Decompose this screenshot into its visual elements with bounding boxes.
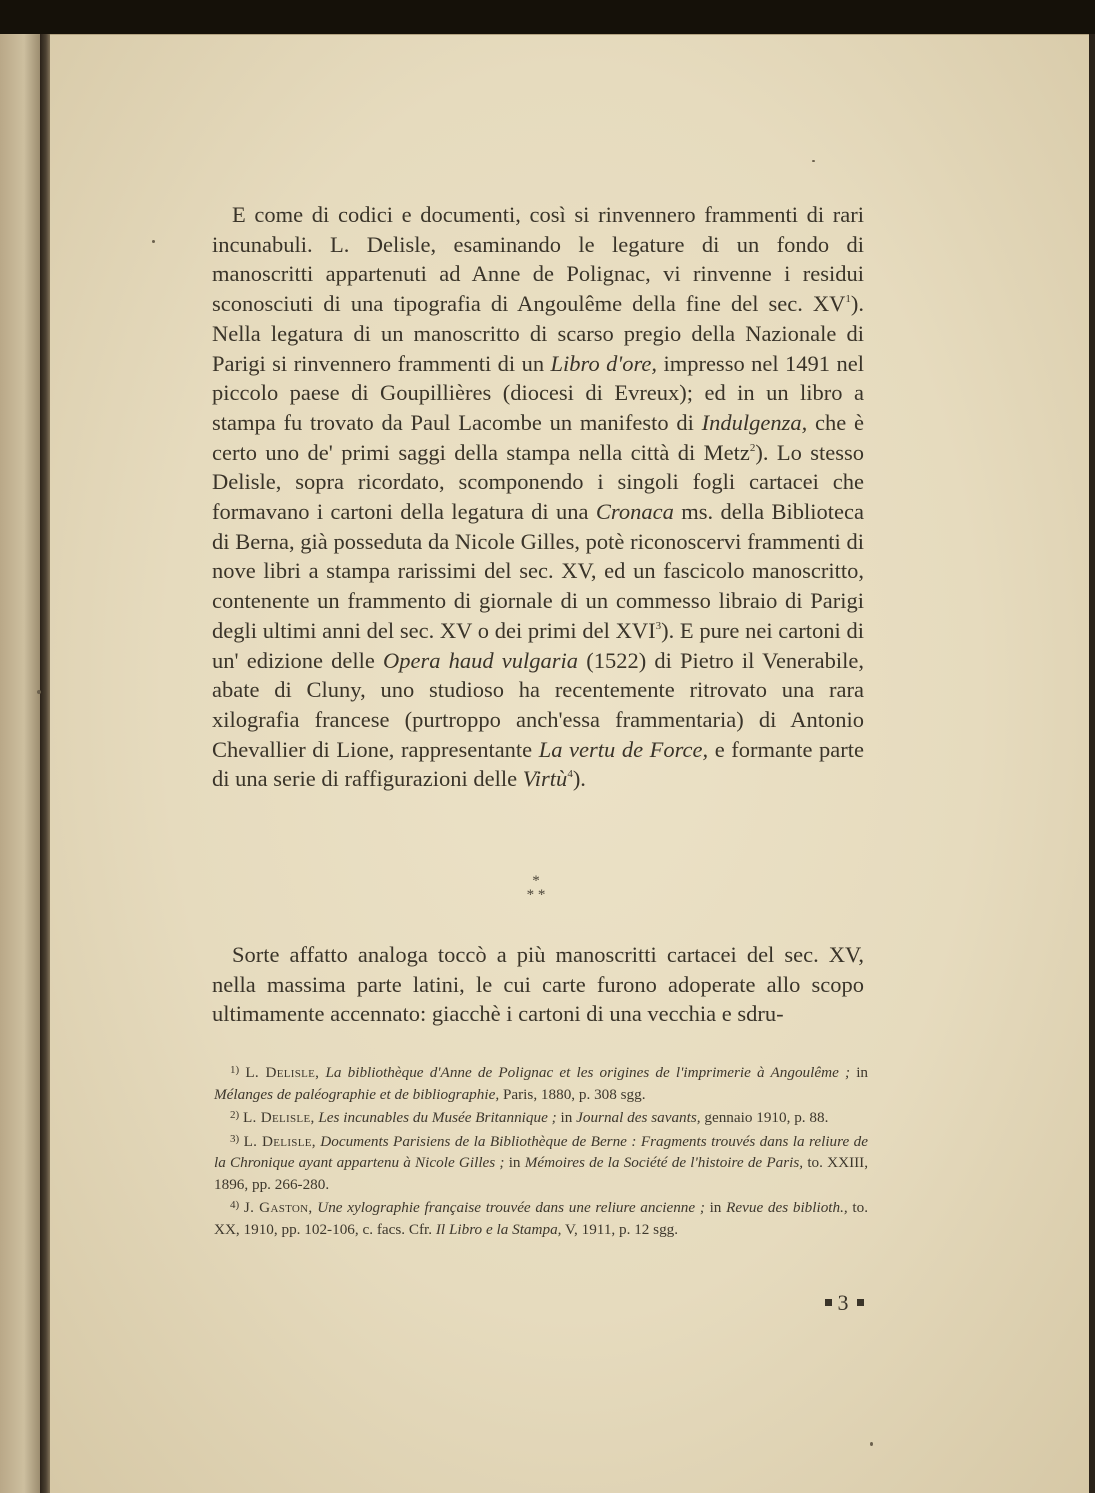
footnote-2: $^{2)}$ L. Delisle, Les incunables du Musée Britannique ; in Journal des savants, gennaio 1910, p. 88. (230, 1109, 829, 1126)
paper-speck (870, 1442, 873, 1446)
footnote-4: $^{4)}$ J. Gaston, Une xylographie française trouvée dans une reliure ancienne ; in Revue des biblioth., to. XX, 1910, pp. 102-106, c. facs. Cfr. Il Libro e la Stampa, V, 1911, p. 12 sgg. (214, 1199, 869, 1238)
footnotes (214, 1060, 868, 1240)
ornament-square-right (857, 1299, 864, 1306)
footnote-ref-2: 2 (749, 441, 756, 454)
ornament-square-left (825, 1299, 832, 1306)
paper-speck (812, 160, 815, 162)
scan-right-edge (1089, 34, 1095, 1493)
footnote-1: $^{1)}$ L. Delisle, La bibliothèque d'Anne de Polignac et les origines de l'imprimerie à Angoulême ; in Mélanges de paléographie et de bibliographie, Paris, 1880, p. 308 sgg. (214, 1064, 869, 1103)
paragraph-1: E come di codici e documenti, così si rinvennero frammenti di rari incunabuli. L. Delisle, esaminando le legature di un fondo di manoscritti appartenuti ad Anne de Polignac, vi rinvenne i residui sconosciuti di una tipografia di Angoulême della fine del sec. $XV^1$). Nella legatura di un manoscritto di scarso pregio della Nazionale di Parigi si rinvennero frammenti di un Libro d'ore, impresso nel 1491 nel piccolo paese di Goupillières (diocesi di Evreux); ed in un libro a stampa fu trovato da Paul Lacombe un manifesto di Indulgenza, che è certo uno de' primi saggi della stampa nella città di Metz$^2$). Lo stesso Delisle, sopra ricordato, scomponendo i singoli fogli cartacei che formavano i cartoni della legatura di una Cronaca ms. della Biblioteca di Berna, già posseduta da Nicole Gilles, potè riconoscervi frammenti di nove libri a stampa rarissimi del sec. XV, ed un fascicolo manoscritto, contenente un frammento di giornale di un commesso libraio di Parigi degli ultimi anni del sec. XV o dei primi del XVI$^3$). E pure nei cartoni di un' edizione delle Opera haud vulgaria (1522) di Pietro il Venerabile, abate di Cluny, uno studioso ha recentemente ritrovato una rara xilografia francese (purtroppo anch'essa frammentaria) di Antonio Chevallier di Lione, rappresentante La vertu de Force, e formante parte di una serie di raffigurazioni delle Virtù$^4$). (212, 202, 865, 792)
paper-speck (37, 690, 41, 694)
footnote-ref-4: 4 (567, 768, 573, 781)
facing-page-edge (0, 34, 40, 1493)
section-asterism (516, 874, 556, 902)
main-text-continued (212, 940, 864, 1029)
scan-top-edge (0, 0, 1095, 34)
footnote-ref-1: 1 (845, 293, 851, 306)
page-number: 3 (808, 1290, 880, 1316)
footnote-ref-3: 3 (655, 619, 662, 632)
footnote-3: $^{3)}$ L. Delisle, Documents Parisiens de la Bibliothèque de Berne : Fragments trouvés dans la reliure de la Chronique ayant appartenu à Nicole Gilles ; in Mémoires de la Société de l'histoire de Paris, to. XXIII, 1896, pp. 266-280. (214, 1132, 869, 1193)
asterism-bottom: * * (526, 887, 546, 903)
paragraph-2: Sorte affatto analoga toccò a più manoscritti cartacei del sec. XV, nella massima parte latini, le cui carte furono adoperate allo scopo ultimamente accennato: giacchè i cartoni di una vecchia e sdru- (212, 942, 864, 1027)
asterism-top: * (532, 873, 540, 889)
paper-speck (152, 240, 155, 243)
main-text (212, 200, 864, 794)
